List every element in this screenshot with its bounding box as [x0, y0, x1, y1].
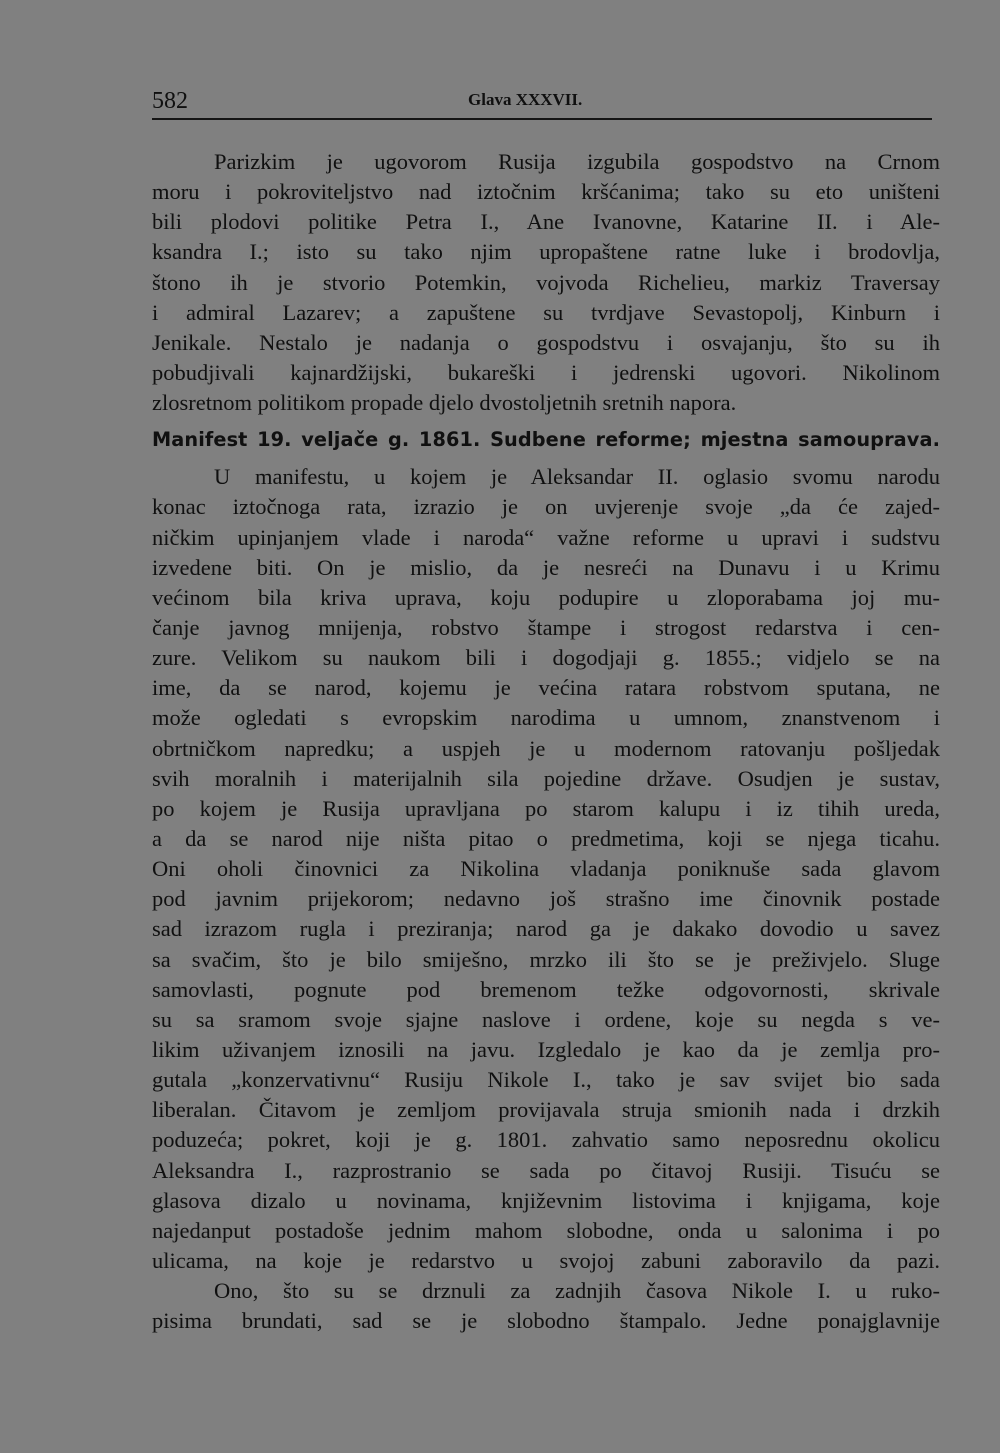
- text-line: bili plodovi politike Petra I., Ane Ivanovne, Katarine II. i Ale-: [152, 209, 940, 235]
- text-line: pod javnim prijekorom; nedavno još strašno ime činovnik postade: [152, 886, 940, 912]
- text-line: može ogledati s evropskim narodima u umnom, znanstvenom i: [152, 705, 940, 731]
- text-line: obrtničkom napredku; a uspjeh je u modernom ratovanju pošljedak: [152, 735, 940, 761]
- text-line: zure. Velikom su naukom bili i dogodjaji g. 1855.; vidjelo se na: [152, 645, 940, 671]
- page-number: 582: [152, 88, 188, 114]
- page-header: [152, 88, 932, 118]
- text-line: poduzeća; pokret, koji je g. 1801. zahvatio samo neposrednu okolicu: [152, 1127, 940, 1153]
- text-line: moru i pokroviteljstvo nad iztočnim kršćanima; tako su eto uništeni: [152, 179, 940, 205]
- text-line: Jenikale. Nestalo je nadanja o gospodstvu i osvajanju, što su ih: [152, 329, 940, 355]
- text-line: gutala „konzervativnu“ Rusiju Nikole I., tako je sav svijet bio sada: [152, 1067, 940, 1093]
- text-line: pobudjivali kajnardžijski, bukareški i jedrenski ugovori. Nikolinom: [152, 359, 940, 385]
- section-heading: Manifest 19. veljače g. 1861. Sudbene reforme; mjestna samouprava.: [152, 428, 940, 452]
- text-line: i admiral Lazarev; a zapuštene su tvrdjave Sevastopolj, Kinburn i: [152, 299, 940, 325]
- paragraph-2: [152, 462, 940, 1276]
- text-line: ulicama, na koje je redarstvo u svojoj zabuni zaboravilo da pazi.: [152, 1247, 940, 1273]
- text-line: čanje javnog mnijenja, robstvo štampe i strogost redarstva i cen-: [152, 614, 940, 640]
- running-head: Glava XXXVII.: [468, 90, 583, 109]
- text-line: a da se narod nije ništa pitao o predmetima, koji se njega ticahu.: [152, 825, 940, 851]
- text-line: zlosretnom politikom propade djelo dvostoljetnih sretnih napora.: [152, 390, 737, 416]
- text-line: najedanput postadoše jednim mahom slobodne, onda u salonima i po: [152, 1217, 940, 1243]
- text-line: U manifestu, u kojem je Aleksandar II. oglasio svomu narodu: [214, 464, 940, 490]
- body-text: [152, 147, 940, 1336]
- text-line: glasova dizalo u novinama, književnim listovima i knjigama, koje: [152, 1187, 940, 1213]
- text-line: konac iztočnoga rata, izrazio je on uvjerenje svoje „da će zajed-: [152, 494, 940, 520]
- text-line: izvedene biti. On je mislio, da je nesreći na Dunavu i u Krimu: [152, 554, 940, 580]
- paragraph-1: [152, 147, 940, 418]
- text-line: Ono, što su se drznuli za zadnjih časova Nikole I. u ruko-: [214, 1278, 940, 1304]
- paragraph-3: [152, 1276, 940, 1336]
- text-line: Oni oholi činovnici za Nikolina vladanja poniknuše sada glavom: [152, 856, 940, 882]
- text-line: sa svačim, što je bilo smiješno, mrzko ili što se je preživjelo. Sluge: [152, 946, 940, 972]
- text-line: likim uživanjem iznosili na javu. Izgledalo je kao da je zemlja pro-: [152, 1036, 940, 1062]
- header-rule: [152, 118, 932, 120]
- text-line: štono ih je stvorio Potemkin, vojvoda Richelieu, markiz Traversay: [152, 269, 940, 295]
- text-line: ničkim upinjanjem vlade i naroda“ važne reforme u upravi i sudstvu: [152, 524, 940, 550]
- text-line: samovlasti, pognute pod bremenom težke odgovornosti, skrivale: [152, 976, 940, 1002]
- text-line: Parizkim je ugovorom Rusija izgubila gospodstvo na Crnom: [214, 149, 940, 174]
- text-line: sad izrazom rugla i preziranja; narod ga je dakako dovodio u savez: [152, 916, 940, 942]
- text-line: ksandra I.; isto su tako njim upropaštene ratne luke i brodovlja,: [152, 239, 940, 265]
- text-line: liberalan. Čitavom je zemljom provijavala struja smionih nada i drzkih: [152, 1097, 940, 1123]
- text-line: su sa sramom svoje sjajne naslove i ordene, koje su negda s ve-: [152, 1006, 940, 1032]
- text-line: većinom bila kriva uprava, koju podupire u zloporabama joj mu-: [152, 584, 940, 610]
- text-line: Aleksandra I., razprostranio se sada po čitavoj Rusiji. Tisuću se: [152, 1157, 940, 1183]
- text-line: svih moralnih i materijalnih sila pojedine države. Osudjen je sustav,: [152, 765, 940, 791]
- text-line: pisima brundati, sad se je slobodno štampalo. Jedne ponajglavnije: [152, 1308, 940, 1334]
- text-line: po kojem je Rusija upravljana po starom kalupu i iz tihih ureda,: [152, 795, 940, 821]
- text-line: ime, da se narod, kojemu je većina ratara robstvom sputana, ne: [152, 675, 940, 701]
